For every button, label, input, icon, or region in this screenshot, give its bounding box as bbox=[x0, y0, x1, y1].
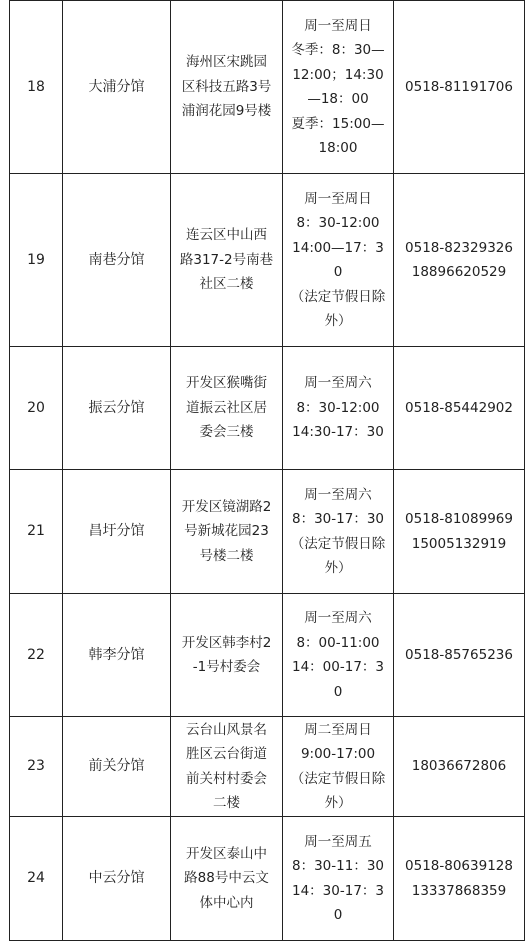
branch-address: 开发区泰山中路88号中云文体中心内 bbox=[184, 845, 269, 911]
row-number: 18 bbox=[10, 1, 63, 174]
branch-address: 海州区宋跳园区科技五路3号浦润花园9号楼 bbox=[181, 54, 272, 120]
phone-number: 18036672806 bbox=[411, 758, 507, 775]
table-row bbox=[10, 817, 525, 941]
branch-address: 云台山风景名胜区云台街道前关村村委会二楼 bbox=[186, 721, 267, 811]
branch-name: 大浦分馆 bbox=[63, 1, 171, 174]
branch-address: 开发区猴嘴街道振云社区居委会三楼 bbox=[186, 375, 267, 441]
opening-hours: 周二至周日 9:00-17:00 （法定节假日除外） bbox=[290, 721, 386, 811]
table-row bbox=[10, 717, 525, 817]
row-number: 23 bbox=[10, 717, 63, 817]
branch-address: 开发区镜湖路2号新城花园23号楼二楼 bbox=[181, 498, 272, 564]
phone-number: 0518-82329326 18896620529 bbox=[405, 239, 513, 280]
table-row bbox=[10, 594, 525, 717]
opening-hours: 周一至周六 8：30-17：30 （法定节假日除外） bbox=[290, 486, 386, 576]
table-row bbox=[10, 470, 525, 594]
branch-name: 振云分馆 bbox=[63, 347, 171, 470]
branch-name: 中云分馆 bbox=[63, 817, 171, 941]
branch-name: 南巷分馆 bbox=[63, 174, 171, 347]
opening-hours: 周一至周六 8：30-12:00 14:30-17：30 bbox=[292, 375, 384, 441]
branch-address: 开发区韩李村2-1号村委会 bbox=[181, 634, 272, 675]
branch-name: 韩李分馆 bbox=[63, 594, 171, 717]
phone-number: 0518-81191706 bbox=[405, 78, 513, 95]
row-number: 19 bbox=[10, 174, 63, 347]
row-number: 22 bbox=[10, 594, 63, 717]
branch-address: 连云区中山西路317-2号南巷社区二楼 bbox=[179, 227, 274, 293]
branch-name: 前关分馆 bbox=[63, 717, 171, 817]
phone-number: 0518-85442902 bbox=[405, 399, 513, 416]
library-branch-table bbox=[9, 0, 525, 941]
branch-name: 昌圩分馆 bbox=[63, 470, 171, 594]
table-row bbox=[10, 174, 525, 347]
opening-hours: 周一至周六 8：00-11:00 14：00-17：30 bbox=[292, 610, 384, 700]
row-number: 24 bbox=[10, 817, 63, 941]
opening-hours: 周一至周五 8：30-11：30 14：30-17：30 bbox=[292, 833, 384, 923]
opening-hours: 周一至周日 8：30-12:00 14:00—17：30 （法定节假日除外） bbox=[290, 190, 386, 329]
opening-hours: 周一至周日 冬季：8：30—12:00；14:30—18：00 夏季：15:00—18:00 bbox=[291, 17, 385, 156]
row-number: 21 bbox=[10, 470, 63, 594]
phone-number: 0518-80639128 13337868359 bbox=[405, 858, 513, 899]
table-row bbox=[10, 347, 525, 470]
phone-number: 0518-81089969 15005132919 bbox=[405, 511, 513, 552]
phone-number: 0518-85765236 bbox=[405, 646, 513, 663]
table-row bbox=[10, 1, 525, 174]
row-number: 20 bbox=[10, 347, 63, 470]
